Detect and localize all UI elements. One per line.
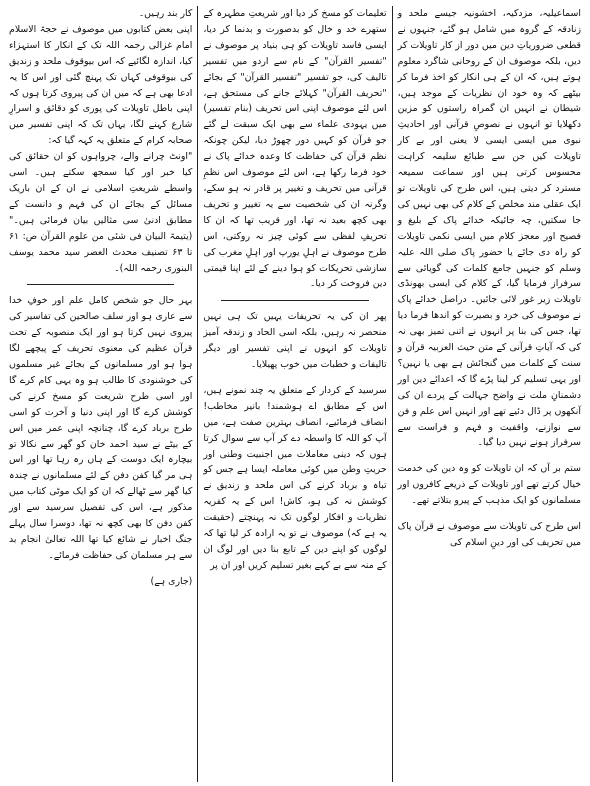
section-divider <box>221 300 368 301</box>
column-right <box>393 6 586 782</box>
paragraph-gap <box>398 451 581 461</box>
paragraph: اپنی بعض کتابوں میں موصوف نے حجۃ الاسلام امام غزالی رحمہ اللہ تک کے انکار کا استہزاء کیا، اندازہ لگائیے کہ اس بیوقوف ملحد و زندیق کی بیوقوفی کہاں تک پہنچ گئی اور اس کا یہ ادعا بھی ہے کہ میں ان کی پیروی کرتا ہوں کہ اپنی باطل تاویلات کی پوری کو دقائق و اسرارِ شارع کہنے لگا، یہاں تک کہ اپنی تفسیر میں صحابہ کرام کے متعلق یہ کہہ گیا کہ: <box>9 23 193 147</box>
paragraph: پھر ان کی یہ تحریفات یہیں تک ہی نہیں منحصر نہ رہیں، بلکہ اسی الحاد و زندقہ آمیز تاویلات کو انہوں نے اپنی تفسیر اور دیگر تالیفات و خطبات میں خوب پھیلایا۔ <box>203 311 387 371</box>
paragraph: اس طرح کی تاویلات سے موصوف نے قرآن پاک میں تحریف کی اور دینِ اسلام کی <box>397 521 581 548</box>
paragraph-gap <box>203 373 386 383</box>
paragraph-gap <box>9 564 192 574</box>
paragraph: ستم بر آں کہ ان تاویلات کو وہ دین کی خدمت خیال کرتے تھے اور تاویلات کے ذریعے کافروں اور مسلمانوں کو ایک مذہب کے پیرو بتلاتے تھے۔ <box>397 463 581 507</box>
paragraph: سرسید کے کردار کے متعلق یہ چند نمونے ہیں، اس کے مطابق اے ہوشمند! بانیر مخاطب! انصاف فرمائیے، انصاف بہترین صفت ہے، میں آپ کو اللہ کا واسطہ دے کر آپ سے سوال کرتا ہوں کہ دینی معاملات میں اجنبیت وطنی اور حریتِ وطن میں کوئی معاملہ ایسا ہے جس کو تباہ و برباد کرنے کی اس ملحد و زندیق نے کوشش نہ کی ہو، کاش! اس کے یہ کفریہ نظریات و افکار لوگوں تک نہ پہنچتے (حقیقت یہ ہے کہ) موصوف نے تو یہ ارادہ کر لیا تھا کہ لوگوں کو اپنے دین کے تابع بنا دیں اور لوگ ان کے منہ سے بے کہے بغیر تسلیم کریں اور ان پر <box>203 384 387 571</box>
paragraph: کار بند رہیں۔ <box>138 8 193 19</box>
column-middle <box>198 6 392 782</box>
column-left <box>4 6 198 782</box>
paragraph: تعلیمات کو مسخ کر دیا اور شریعتِ مطہرہ کے ستھرے خد و خال کو بدصورت و بدنما کر دیا، ایسی فاسد تاویلات کو ہی بنیاد پر موصوف نے "تفسیر القرآن" کے نام سے اردو میں تفسیر تالیف کی، جو تفسیر "تفسیر القرآن" کے بجائے "تحریف القرآن" کہلائے جانے کی مستحق ہے، اس لئے موصوف اپنی اس تحریف (بنام تفسیر) میں یہودی علماء سے بھی ایک سبقت لے گئے جو قرآن کو کہیں دور چھوڑ دیا، لیکن چونکہ نظم قرآن کی حفاظت کا وعدہ خدائے پاک نے خود فرما رکھا ہے، اس لئے موصوف اس نظمِ قرآنی میں تحریف و تغییر پر قادر نہ ہو سکے، وگرنہ ان کی شخصیت سے یہ تغییر و تحریف بھی کچھ بعید نہ تھا، اور قریب تھا کہ ان کا تحریفِ لفظی سے کوئی چیز نہ روکتی، اس طرح موصوف نے اہلِ یورپ اور اہلِ مغرب کی سازشی تحریکات کو ہوا دینے کے لئے اپنا قیمتی دین فروخت کر دیا۔ <box>203 8 387 290</box>
quotation: "اونٹ چرانے والے، چرواہوں کو ان حقائق کی کیا خبر اور کیا سمجھ سکتے ہیں۔ اسی واسطے شریعتِ اسلامی نے ان کے ان باریک مسائل کے بجائے ان کی فہم و دانست کے مطابق ادنیٰ سی مثالیں بیان فرمائی ہیں۔" (یتیمۃ البیان فی شئی من علوم القرآن ص: ۶۱ تا ۶۳ تصنیف محدث العصر سید محمد یوسف البنوری رحمہ اللہ)۔ <box>9 151 193 274</box>
paragraph-gap <box>398 509 581 519</box>
section-divider <box>27 284 174 285</box>
to-be-continued-note: (جاری ہے) <box>150 575 193 587</box>
paragraph: بہر حال جو شخص کامل علم اور خوفِ خدا سے عاری ہو اور سلف صالحین کی تفاسیر کی پیروی نہیں کرتا ہو اور ایک منصوبہ کے تحت قرآن عظیم کی معنوی تحریف کے پیچھے لگا ہوا ہو اور مسلمانوں کے بجائے غیر مسلموں کی خوشنودی کا طالب ہو وہ یہی کام کرے گا اور اسی طرح شریعت کو مسخ کرنے کی کوشش کرے گا اور اپنی دنیا و آخرت کو اسی طرح برباد کرے گا، چنانچہ اپنی عمر میں اس کے بیٹے نے سید احمد خان کو گھر سے نکالا تو بیچارہ ایک دوست کے ہاں رہ رہا تھا اور اس ہی مر گیا کفن دفن کے لئے مسلمانوں نے چندہ کیا گھر سے ٹھالے کہ ان کو ایک موٹی کتاب میں مذکور ہے، اس کی تفصیل سرسید سے اور کفن دفن کا بھی کچھ نہ تھا، دوسرا سال پہلے جنگ اخبار نے شائع کیا تھا اللہ تعالیٰ انجام بد سے ہر مسلمان کی حفاظت فرمائے۔ <box>9 295 193 561</box>
paragraph: اسماعیلیہ، مزدکیہ، اخشونیہ جیسے ملحد و زنادقہ کے گروہ میں شامل ہو گئے، جنہوں نے قطعی ضروریاتِ دین میں دور از کار تاویلات کر دیں، بلکہ موصوف ان کے روحانی شاگرد معلوم ہوتے ہیں، کہ ان کے ہی انکار کو اخذ فرما کر بیٹھے کہ وہ خود ان نظریات کے موجد ہیں، شیطان نے انہیں ان گمراہ راستوں کو مزین دکھلایا تو انہوں نے نصوصِ قرآنی اور احادیثِ نبوی میں ایسی ایسی لا یعنی اور بے کار تاویلات کیں جن سے طبائع سلیمہ کراہت محسوس کرتی ہیں اور سماعت سمیعہ مسترد کر دیتی ہیں، اس طرح کی تاویلات تو ایک عقلی مند مخلص کے کلام کی بھی نہیں کی جا سکتیں، چہ جائیکہ خدائے پاک کے بلیغ و فصیح اور معجز کلام میں ایسی نکمی تاویلات کو راہ دی جائے یا حضور پاک صلی اللہ علیہ وسلم کو جنہیں جامع کلمات کی گویائی سے سرفراز فرمایا گیا، کے کلام کی ایسی بھونڈی تاویلات زیر غور لائی جائیں۔ دراصل خدائے پاک نے موصوف کی خرد و بصیرت کو اندھا فرما دیا تھا، جس کی بنا پر انہوں نے اتنی تمیز بھی نہ کی کہ آیاتِ قرآنی کے متن حیث العربیہ قرآن و سنت کے کلمات میں گنجائش ہے بھی یا نہیں؟ اور یہی تسلیم کر لینا پڑے گا کہ اعدائے دین اور دشمنانِ ملت نے واضح جہالت کے پردے ان کی آنکھوں پر ڈال دئیے تھے اور انہیں اس علم و فن سے نوازنے، واقفیت و فہم و فراست سے سرفراز ہونے نہیں دیا گیا۔ <box>397 8 581 449</box>
